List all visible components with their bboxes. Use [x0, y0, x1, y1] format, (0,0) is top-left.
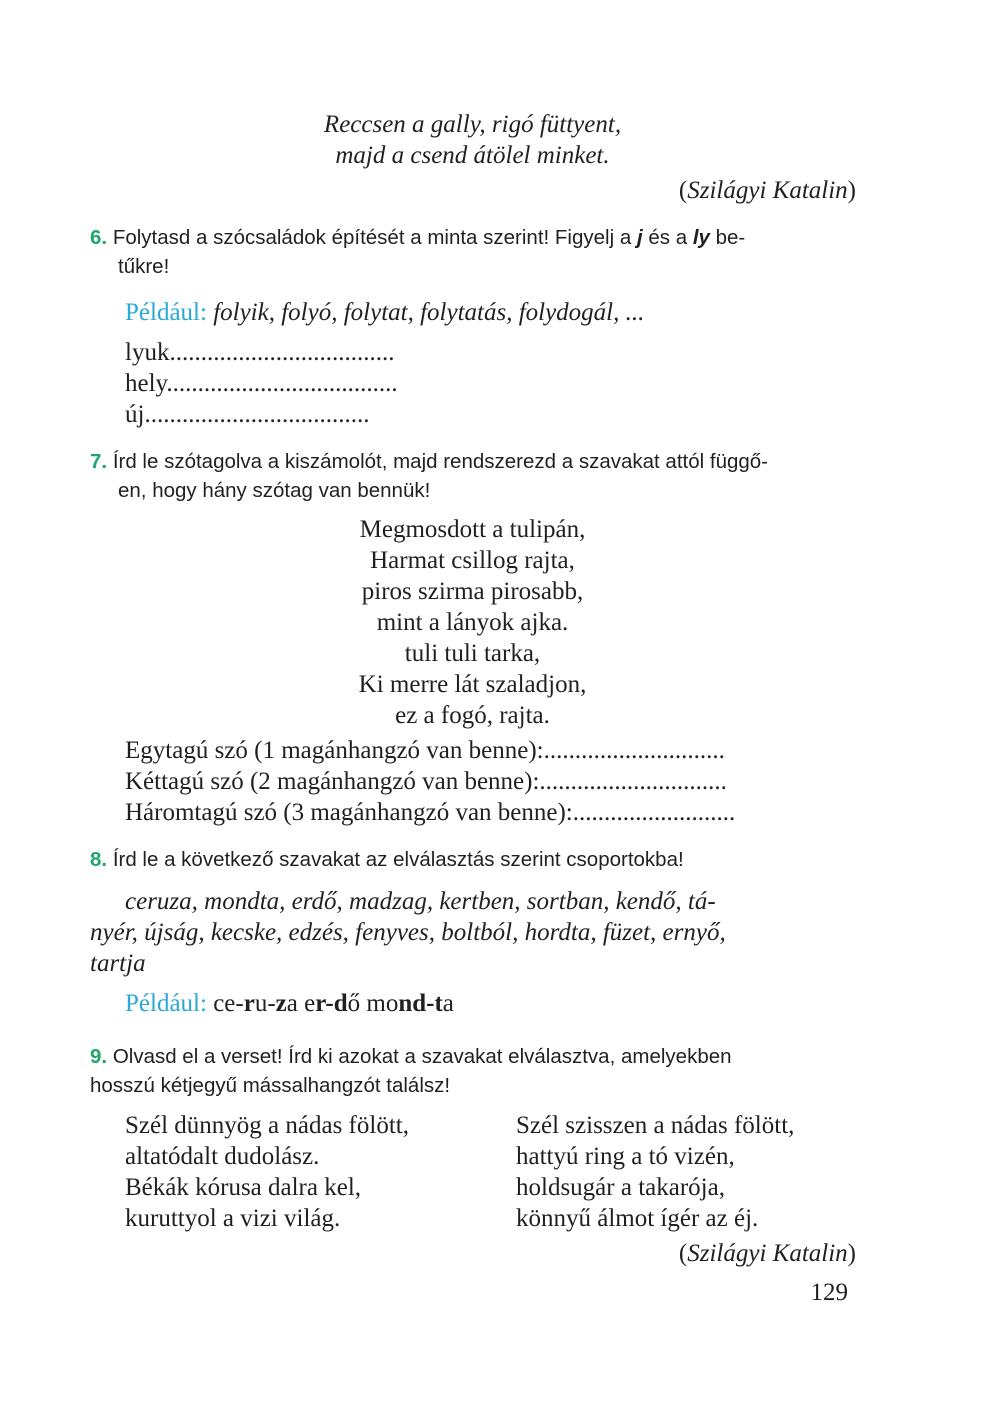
author-attribution: (Szilágyi Katalin) [678, 1240, 856, 1267]
syllable-bold: z [275, 990, 287, 1017]
example-label: Például: [125, 299, 207, 326]
task-6-example [125, 297, 644, 328]
instruction-text: Olvasd el a verset! Írd ki azokat a szavakat elválasztva, amelyekben [112, 1045, 732, 1068]
syllable-part: ce- [213, 990, 244, 1017]
syllable-bold: - [325, 990, 334, 1017]
task-number: 9. [90, 1045, 108, 1068]
author-attribution: (Szilágyi Katalin) [678, 177, 856, 204]
poem-line: könnyű álmot ígér az éj. [516, 1205, 759, 1232]
poem-line: mint a lányok ajka. [376, 609, 569, 636]
answer-row: Kéttagú szó (2 magánhangzó van benne):.............................. [125, 768, 727, 795]
example-text: folyik, folyó, folytat, folytatás, folydogál, ... [213, 299, 645, 326]
answer-row: új.................................... [125, 401, 370, 428]
instruction-text: hosszú kétjegyű mássalhangzót találsz! [90, 1074, 451, 1097]
instruction-text: tűkre! [118, 255, 170, 278]
poem-line: hattyú ring a tó vizén, [516, 1143, 735, 1170]
page-number: 129 [810, 1279, 848, 1306]
task-6-instruction [90, 223, 856, 281]
task-8-words [90, 886, 856, 979]
syllable-bold: nd [398, 990, 427, 1017]
word-list-line: tartja [90, 950, 146, 977]
task-9-poem-right [516, 1110, 794, 1234]
author-name: Szilágyi Katalin [687, 177, 848, 204]
instruction-text: be- [715, 226, 746, 249]
highlight-letter-j: j [636, 226, 643, 249]
answer-row: Egytagú szó (1 magánhangzó van benne):............................. [125, 737, 725, 764]
syllable-part: u- [254, 990, 276, 1017]
task-6-rows [125, 337, 398, 430]
task-number: 8. [90, 848, 108, 871]
syllable-bold: t [434, 990, 443, 1017]
instruction-text: Írd le szótagolva a kiszámolót, majd rendszerezd a szavakat attól függő- [112, 450, 769, 473]
task-8-instruction [90, 845, 856, 874]
poem-line: Szél dünnyög a nádas fölött, [125, 1112, 409, 1139]
poem-line: Reccsen a gally, rigó füttyent, [323, 111, 622, 138]
poem-line: Békák kórusa dalra kel, [125, 1174, 362, 1201]
author-name: Szilágyi Katalin [687, 1240, 848, 1267]
instruction-text: Folytasd a szócsaládok építését a minta szerint! Figyelj a [112, 226, 632, 249]
task-7-instruction [90, 447, 856, 505]
task-9-poem-left [125, 1110, 409, 1234]
instruction-text: en, hogy hány szótag van bennük! [118, 479, 431, 502]
task-7-poem [245, 514, 700, 731]
syllable-bold: - [426, 990, 435, 1017]
word-list-line: ceruza, mondta, erdő, madzag, kertben, sortban, kendő, tá- [125, 888, 716, 915]
instruction-text: Írd le a következő szavakat az elválasztás szerint csoportokba! [112, 848, 684, 871]
task-number: 6. [90, 226, 108, 249]
example-syllables [213, 990, 454, 1017]
poem-line: piros szirma pirosabb, [361, 578, 584, 605]
poem-line: tuli tuli tarka, [404, 640, 541, 667]
poem-line: Ki merre lát szaladjon, [358, 671, 587, 698]
highlight-letter-ly: ly [692, 226, 710, 249]
poem-line: ez a fogó, rajta. [395, 702, 550, 729]
answer-row: Háromtagú szó (3 magánhangzó van benne):.......................... [125, 799, 736, 826]
poem-line: majd a csend átölel minket. [335, 142, 610, 169]
poem-line: Harmat csillog rajta, [370, 547, 575, 574]
syllable-bold: r [315, 990, 326, 1017]
syllable-bold: d [333, 990, 348, 1017]
word-list-line: nyér, újság, kecske, edzés, fenyves, boltból, hordta, füzet, ernyő, [90, 919, 726, 946]
poem-line: Szél szisszen a nádas fölött, [516, 1112, 795, 1139]
poem-line: Megmosdott a tulipán, [359, 516, 586, 543]
example-label: Például: [125, 990, 207, 1017]
task-7-rows [125, 735, 735, 828]
answer-row: lyuk.................................... [125, 339, 395, 366]
task-number: 7. [90, 450, 108, 473]
poem-line: holdsugár a takarója, [516, 1174, 725, 1201]
instruction-text: és a [648, 226, 688, 249]
answer-row: hely..................................... [125, 370, 398, 397]
task-9-instruction [90, 1042, 856, 1100]
syllable-part: a [442, 990, 454, 1017]
syllable-part: a e [286, 990, 316, 1017]
task-8-example [125, 988, 454, 1019]
top-poem [200, 109, 745, 171]
syllable-bold: r [243, 990, 255, 1017]
poem-line: kuruttyol a vizi világ. [125, 1205, 341, 1232]
syllable-part: ő mo [347, 990, 399, 1017]
poem-line: altatódalt dudolász. [125, 1143, 320, 1170]
